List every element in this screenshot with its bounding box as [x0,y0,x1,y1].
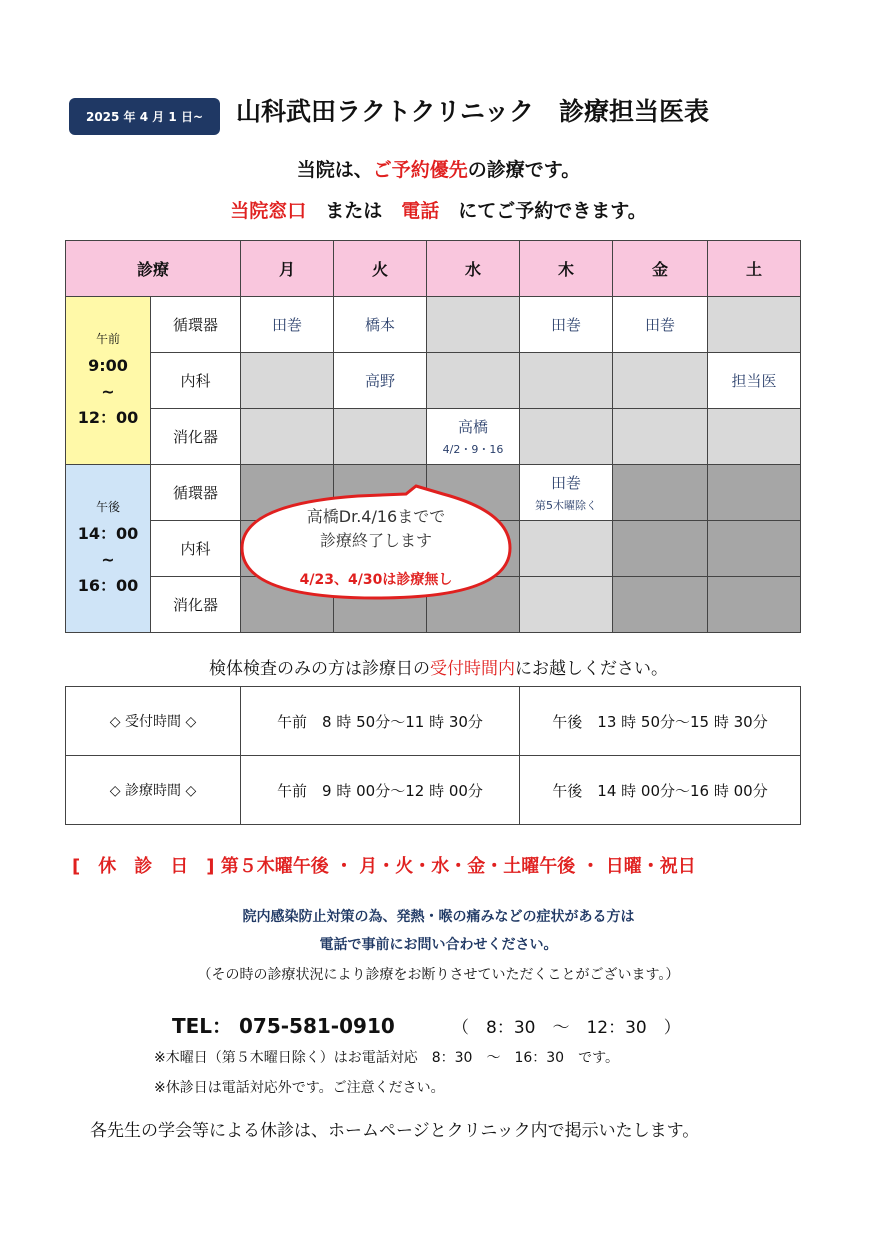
day-header: 金 [613,241,708,297]
schedule-cell [520,577,613,633]
schedule-cell: 田巻 [613,297,708,353]
schedule-cell [427,353,520,409]
reception-am: 午前 8 時 50分～11 時 30分 [241,687,520,756]
am-period [66,297,151,465]
infection-line-1: 院内感染防止対策の為、発熱・喉の痛みなどの症状がある方は [242,909,635,925]
schedule-row [66,353,801,409]
day-header: 月 [241,241,334,297]
day-header: 木 [520,241,613,297]
notice-line-1: 高橋Dr.4/16までで [306,507,446,526]
intro-highlight: 電話 [401,200,440,222]
schedule-cell: 田巻 [241,297,334,353]
intro-line-1 [0,155,877,182]
intro-text: 当院は、 [296,159,373,181]
intro-text: にてご予約できます。 [439,200,647,222]
am-tilde: ~ [101,382,115,401]
schedule-cell [708,465,801,521]
schedule-cell [613,577,708,633]
reception-pm: 午後 13 時 50分～15 時 30分 [520,687,801,756]
pm-end: 16：00 [77,576,139,595]
schedule-cell: 田巻 [520,297,613,353]
closed-days: [ 休 診 日 ] 第５木曜午後 ・ 月・火・水・金・土曜午後 ・ 日曜・祝日 [72,856,696,877]
hours-row [66,687,801,756]
am-start: 9:00 [88,356,128,375]
schedule-cell [520,465,613,521]
schedule-cell [241,353,334,409]
specimen-highlight: 受付時間内 [430,659,515,679]
schedule-cell: 橋本 [334,297,427,353]
schedule-cell [334,409,427,465]
intro-text: または [306,200,402,222]
doctor-name: 高橋 [457,418,488,436]
clinic-pm: 午後 14 時 00分～16 時 00分 [520,756,801,825]
infection-line-2: 電話で事前にお問い合わせください。 [319,937,558,953]
refusal-note: （その時の診療状況により診療をお断りさせていただくことがございます。） [197,967,680,983]
schedule-header-label: 診療 [66,241,241,297]
department-label: 循環器 [151,297,241,353]
pm-tilde: ~ [101,550,115,569]
schedule-row [66,297,801,353]
clinic-label: ◇ 診療時間 ◇ [66,756,241,825]
department-label: 内科 [151,353,241,409]
footer-note: 各先生の学会等による休診は、ホームページとクリニック内で掲示いたします。 [90,1121,700,1141]
schedule-cell [708,409,801,465]
pm-period [66,465,151,633]
doctor-name: 田巻 [550,474,581,492]
phone-hours: （ 8：30 ～ 12：30 ） [452,1018,681,1038]
clinic-am: 午前 9 時 00分～12 時 00分 [241,756,520,825]
phone-number: TEL： 075-581-0910 [172,1014,395,1038]
notice-bubble-text [238,505,514,589]
day-header: 水 [427,241,520,297]
date-badge: 2025 年 4 月 1 日~ [69,98,220,135]
am-label: 午前 [95,332,120,346]
day-header: 火 [334,241,427,297]
schedule-header-row [66,241,801,297]
schedule-cell [613,409,708,465]
intro-text: の診療です。 [467,159,581,181]
schedule-cell [708,577,801,633]
intro-highlight: 当院窓口 [230,200,307,222]
schedule-cell [708,521,801,577]
specimen-text: 検体検査のみの方は診療日の [209,659,430,679]
schedule-cell [427,297,520,353]
notice-line-3: 4/23、4/30は診療無し [299,572,453,588]
schedule-cell [520,409,613,465]
intro-line-2 [0,196,877,223]
am-end: 12：00 [77,408,139,427]
page-title: 山科武田ラクトクリニック 診療担当医表 [236,97,710,126]
schedule-cell [241,409,334,465]
hours-table [65,686,801,825]
pm-start: 14：00 [77,524,139,543]
schedule-row [66,409,801,465]
department-label: 消化器 [151,409,241,465]
date-note: 第5木曜除く [535,499,597,512]
closed-phone-note: ※休診日は電話対応外です。ご注意ください。 [154,1080,445,1096]
reception-label: ◇ 受付時間 ◇ [66,687,241,756]
department-label: 循環器 [151,465,241,521]
schedule-cell: 担当医 [708,353,801,409]
notice-line-2: 診療終了します [319,531,432,550]
schedule-cell: 高野 [334,353,427,409]
date-note: 4/2・9・16 [442,443,504,456]
day-header: 土 [708,241,801,297]
specimen-notice [0,654,877,679]
schedule-cell [613,353,708,409]
schedule-cell [520,353,613,409]
pm-label: 午後 [95,500,120,514]
schedule-cell [520,521,613,577]
specimen-text: にお越しください。 [515,659,668,679]
schedule-cell [613,465,708,521]
hours-row [66,756,801,825]
schedule-cell [708,297,801,353]
thursday-phone-note: ※木曜日（第５木曜日除く）はお電話対応 8：30 ～ 16：30 です。 [154,1050,619,1066]
schedule-cell [427,409,520,465]
department-label: 内科 [151,521,241,577]
department-label: 消化器 [151,577,241,633]
intro-highlight: ご予約優先 [372,159,468,181]
schedule-cell [613,521,708,577]
